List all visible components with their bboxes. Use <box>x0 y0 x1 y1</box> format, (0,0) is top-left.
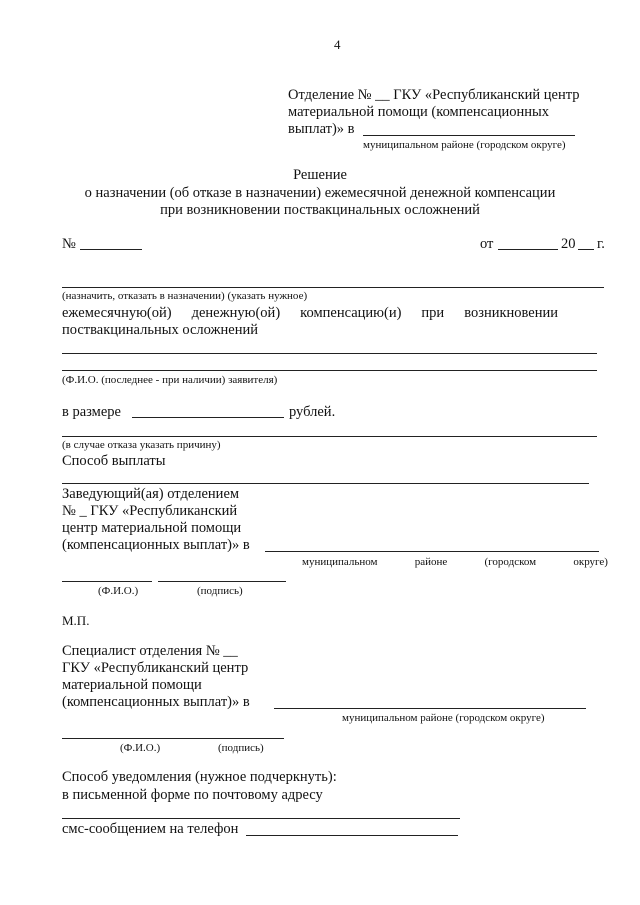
head-signature-field[interactable] <box>158 581 286 582</box>
year-field[interactable] <box>578 249 594 250</box>
decision-field[interactable] <box>62 287 604 288</box>
specialist-district-caption: муниципальном районе (городском округе) <box>342 712 545 724</box>
notify-by-sms-option[interactable]: смс-сообщением на телефон <box>62 821 239 837</box>
specialist-line-3: материальной помощи <box>62 677 202 693</box>
year-suffix: г. <box>597 236 605 252</box>
stamp-placeholder: М.П. <box>62 613 90 628</box>
refusal-reason-field[interactable] <box>62 436 597 437</box>
payment-method-field[interactable] <box>62 483 589 484</box>
head-fio-caption: (Ф.И.О.) <box>98 585 139 597</box>
head-district-word-4: округе) <box>573 556 608 568</box>
year-prefix: 20 <box>561 236 576 252</box>
assign-word-4: при <box>421 305 445 321</box>
applicant-field-1[interactable] <box>62 353 597 354</box>
date-field[interactable] <box>498 249 558 250</box>
assign-word-5: возникновении <box>464 305 558 321</box>
document-subject-line-2: при возникновении поствакцинальных осложнений <box>160 202 480 218</box>
notify-by-mail-option[interactable]: в письменной форме по почтовому адресу <box>62 787 323 803</box>
amount-field[interactable] <box>132 417 284 418</box>
payment-method-label: Способ выплаты <box>62 453 166 469</box>
specialist-fio-signature-field[interactable] <box>62 738 284 739</box>
document-subject-line-1: о назначении (об отказе в назначении) ежемесячной денежной компенсации <box>84 185 556 201</box>
header-district-caption: муниципальном районе (городском округе) <box>363 139 566 151</box>
mail-address-field[interactable] <box>62 818 460 819</box>
refusal-caption: (в случае отказа указать причину) <box>62 439 221 451</box>
head-district-word-1: муниципальном <box>302 556 378 568</box>
specialist-signature-caption: (подпись) <box>218 742 264 754</box>
head-line-2: № _ ГКУ «Республиканский <box>62 503 238 519</box>
head-district-word-3: (городском <box>484 556 537 568</box>
specialist-line-4: (компенсационных выплат)» в <box>62 694 250 710</box>
head-line-3: центр материальной помощи <box>62 520 242 536</box>
specialist-line-1: Специалист отделения № __ <box>62 643 238 659</box>
head-line-4: (компенсационных выплат)» в <box>62 537 250 553</box>
amount-suffix: рублей. <box>289 404 336 420</box>
decision-number-label: № <box>62 236 76 252</box>
specialist-line-2: ГКУ «Республиканский центр <box>62 660 249 676</box>
page-number: 4 <box>334 37 341 52</box>
decision-caption: (назначить, отказать в назначении) (указать нужное) <box>62 290 308 302</box>
notify-title: Способ уведомления (нужное подчеркнуть): <box>62 769 337 785</box>
assign-line-1 <box>62 305 558 322</box>
decision-number-field[interactable] <box>80 249 142 250</box>
assign-word-2: денежную(ой) <box>191 305 281 321</box>
head-signature-caption: (подпись) <box>197 585 243 597</box>
header-line-2: материальной помощи (компенсационных <box>288 104 550 120</box>
head-fio-field[interactable] <box>62 581 152 582</box>
head-district-caption <box>302 556 608 569</box>
assign-line-2: поствакцинальных осложнений <box>62 322 259 338</box>
assign-word-1: ежемесячную(ой) <box>62 305 172 321</box>
head-line-1: Заведующий(ая) отделением <box>62 486 240 502</box>
assign-word-3: компенсацию(и) <box>300 305 402 321</box>
header-district-field[interactable] <box>363 135 575 136</box>
header-line-3: выплат)» в <box>288 121 355 137</box>
document-heading: Решение <box>293 167 347 183</box>
applicant-caption: (Ф.И.О. (последнее - при наличии) заявителя) <box>62 374 278 386</box>
amount-prefix: в размере <box>62 404 121 420</box>
specialist-fio-caption: (Ф.И.О.) <box>120 742 161 754</box>
specialist-district-field[interactable] <box>274 708 586 709</box>
head-district-field[interactable] <box>265 551 599 552</box>
date-from-label: от <box>480 236 494 252</box>
header-line-1: Отделение № __ ГКУ «Республиканский центр <box>288 87 580 103</box>
head-district-word-2: районе <box>414 556 448 568</box>
phone-field[interactable] <box>246 835 458 836</box>
applicant-field-2[interactable] <box>62 370 597 371</box>
